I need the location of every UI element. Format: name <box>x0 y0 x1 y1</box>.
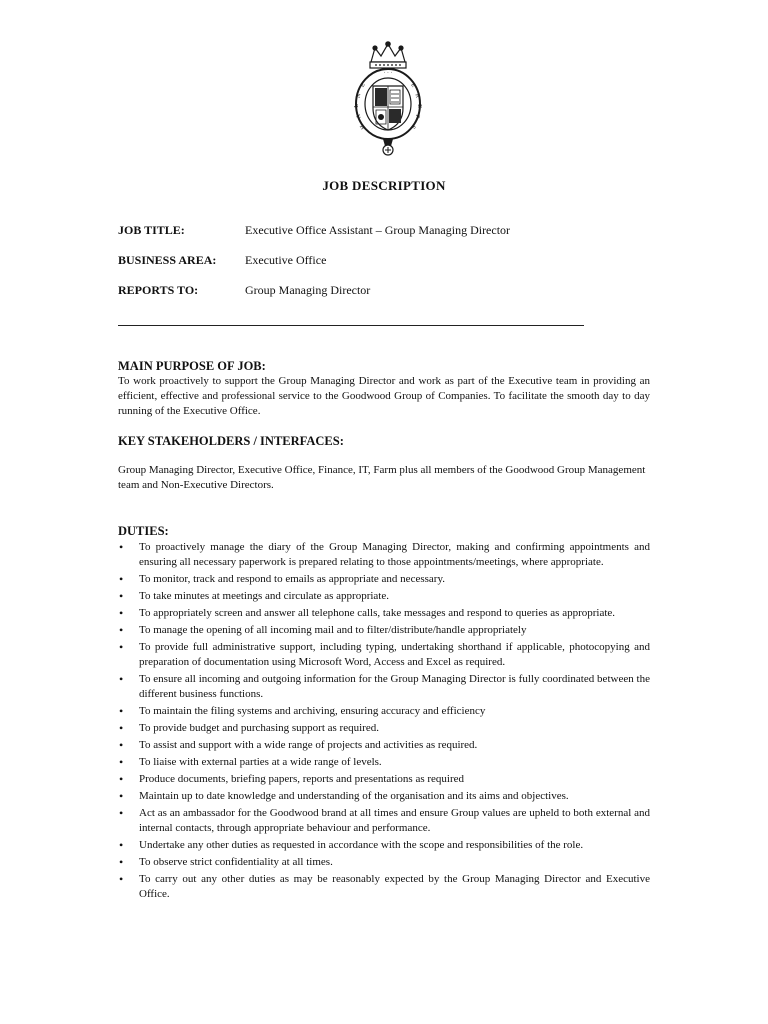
duty-item: • Maintain up to date knowledge and understanding of the organisation and its aims and objectives. <box>118 789 650 804</box>
duties-list <box>118 540 650 904</box>
svg-text:A: A <box>355 113 363 119</box>
duty-item: • To appropriately screen and answer all telephone calls, take messages and respond to queries as appropriate. <box>118 606 650 621</box>
svg-text:· · ·: · · · <box>383 70 393 76</box>
svg-text:H: H <box>359 122 367 131</box>
duty-item: • To maintain the filing systems and archiving, ensuring accuracy and efficiency <box>118 704 650 719</box>
svg-text:E: E <box>409 82 417 89</box>
key-stakeholders-text: Group Managing Director, Executive Office, Finance, IT, Farm plus all members of the Goodwood Group Management team and Non-Executive Directors. <box>118 464 646 491</box>
business-area-value: Executive Office <box>245 253 327 267</box>
horizontal-divider <box>118 325 584 326</box>
key-stakeholders-heading: KEY STAKEHOLDERS / INTERFACES: <box>118 434 344 448</box>
svg-text:L: L <box>354 104 360 108</box>
duty-item: • To provide budget and purchasing support as required. <box>118 721 650 736</box>
duties-heading: DUTIES: <box>118 524 169 538</box>
duty-item: • To proactively manage the diary of the Group Managing Director, making and confirming appointments and ensuring all necessary paperwork is prepared relating to those appointments/meetings, where appropriate. <box>118 540 650 570</box>
duty-item: • To provide full administrative support, including typing, undertaking shorthand if applicable, photocopying and preparation of documentation using Microsoft Word, Access and Excel as required. <box>118 640 650 670</box>
svg-text:S: S <box>409 123 417 130</box>
duty-item: • Produce documents, briefing papers, reports and presentations as required <box>118 772 650 787</box>
duty-item: • To monitor, track and respond to emails as appropriate and necessary. <box>118 572 650 587</box>
business-area-label: BUSINESS AREA: <box>118 253 217 267</box>
duty-item: • To assist and support with a wide range of projects and activities as required. <box>118 738 650 753</box>
duty-item: • To carry out any other duties as may be reasonably expected by the Group Managing Director and Executive Office. <box>118 872 650 902</box>
job-title-value: Executive Office Assistant – Group Managing Director <box>245 223 511 237</box>
duty-item: • To manage the opening of all incoming mail and to filter/distribute/handle appropriately <box>118 623 650 638</box>
duty-item: • To observe strict confidentiality at all times. <box>118 855 650 870</box>
main-purpose-heading: MAIN PURPOSE OF JOB: <box>118 359 266 373</box>
duty-item: • Act as an ambassador for the Goodwood brand at all times and ensure Group values are upheld to both external and internal contacts, through appropriate behaviour and performance. <box>118 806 650 836</box>
job-title-label: JOB TITLE: <box>118 223 185 237</box>
duty-item: • Undertake any other duties as requested in accordance with the scope and responsibilities of the role. <box>118 838 650 853</box>
svg-text:E: E <box>416 104 422 108</box>
duty-item: • To liaise with external parties at a wide range of levels. <box>118 755 650 770</box>
document-title: JOB DESCRIPTION <box>322 178 446 193</box>
main-purpose-text: To work proactively to support the Group Managing Director and work as part of the Executive team in providing an efficient, effective and professional service to the Goodwood Group of Companies. To facilitate the smooth day to day running of the Executive Office. <box>118 375 650 417</box>
svg-text:E: E <box>359 82 367 89</box>
svg-text:P: P <box>413 113 421 119</box>
reports-to-label: REPORTS TO: <box>118 283 199 297</box>
duty-item: • To take minutes at meetings and circulate as appropriate. <box>118 589 650 604</box>
duty-item: • To ensure all incoming and outgoing information for the Group Managing Director is fully coordinated between the different business functions. <box>118 672 650 702</box>
coat-of-arms-crest-icon <box>353 40 423 158</box>
svg-text:N: N <box>355 92 363 99</box>
svg-text:R: R <box>413 93 421 99</box>
reports-to-value: Group Managing Director <box>245 283 371 297</box>
